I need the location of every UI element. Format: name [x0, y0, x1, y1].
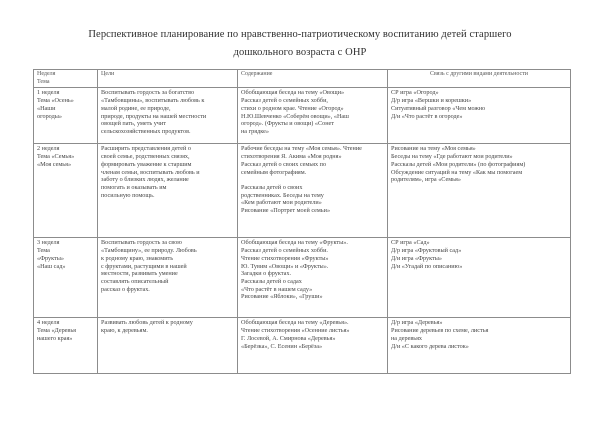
content-cell — [238, 318, 388, 374]
goals-line: сельскохозяйственных продуктов. — [101, 127, 191, 135]
goals-line: местности, развивать умение — [101, 270, 178, 278]
title-line-1: Перспективное планирование по нравственно-патриотическому воспитанию детей старшего — [88, 29, 512, 40]
week-cell — [34, 318, 98, 374]
goals-line: краю, к деревьям. — [101, 327, 148, 335]
content-line: Рассказы детей о своих — [241, 183, 303, 191]
goals-line: с фруктами, растущими в нашей — [101, 262, 187, 270]
week-line: «Моя семья» — [37, 160, 72, 168]
family-line: на деревьях — [391, 334, 423, 342]
week-line: «Наш сад» — [37, 262, 66, 270]
goals-line: Воспитывать гордость за свою — [101, 239, 182, 247]
week-line: «Наши — [37, 104, 56, 112]
family-line: Рисование деревьев по схеме, листья — [391, 327, 489, 335]
goals-line: своей семье, родственных связях, — [101, 153, 190, 161]
header-family: Связь с другими видами деятельности — [388, 70, 571, 88]
family-line: Д/р игра «Фруктовый сад» — [391, 247, 462, 255]
family-line: Д/и «Угадай по описанию» — [391, 262, 463, 270]
family-line: Д/р игра «Вершки и корешки» — [391, 97, 472, 105]
goals-line: «Тамбовщины», воспитывать любовь к — [101, 97, 205, 105]
content-line: «Кем работают мои родители» — [241, 199, 322, 207]
family-line: родителям», игра «Семья» — [391, 176, 461, 184]
week-line: Тема «Деревья — [37, 327, 77, 335]
content-line: Ю. Тувим «Овощи» и «Фрукты». — [241, 262, 329, 270]
family-line: Д/и «Что растёт в огороде» — [391, 112, 463, 120]
week-line: огороды» — [37, 112, 62, 120]
goals-line: заботу о близких людях, желание — [101, 176, 189, 184]
table-row — [34, 318, 571, 374]
goals-cell — [98, 238, 238, 318]
title-line-2: дошкольного возраста с ОНР — [233, 47, 367, 58]
content-line: Рассказ детей о семейных хобби. — [241, 247, 328, 255]
week-cell — [34, 144, 98, 238]
week-cell — [34, 88, 98, 144]
goals-line: посильную помощь. — [101, 191, 155, 199]
goals-line: «Тамбовщину», ее природу. Любовь — [101, 247, 197, 255]
family-cell — [388, 318, 571, 374]
family-line: Беседы на тему «Где работают мои родители» — [391, 153, 513, 161]
content-line: Рисование «Портрет моей семьи» — [241, 207, 331, 215]
week-line: «Фрукты» — [37, 254, 64, 262]
table-header-row — [34, 70, 571, 88]
content-line: Н.Ю.Шевченко «Соберём овощи», «Наш — [241, 112, 349, 120]
planning-table — [33, 69, 571, 374]
document-title — [40, 26, 560, 62]
week-line: Тема «Осень» — [37, 97, 74, 105]
goals-line: малой родине, ее природе, — [101, 104, 171, 112]
goals-line: формировать уважение к старшим — [101, 160, 192, 168]
content-line: Чтение стихотворения «Осенние листья» — [241, 327, 350, 335]
content-line: Чтение стихотворения «Фрукты» — [241, 254, 329, 262]
content-line: родственниках. Беседы на тему — [241, 191, 324, 199]
family-cell — [388, 238, 571, 318]
goals-line: составлять описательный — [101, 277, 169, 285]
goals-line: овощей пать, уметь учит — [101, 120, 166, 128]
week-line: 4 неделя — [37, 319, 60, 327]
goals-cell — [98, 144, 238, 238]
table-row — [34, 144, 571, 238]
content-line: Рабочие беседы на тему «Моя семья». Чтение — [241, 145, 362, 153]
content-line: Обобщающая беседа на тему «Деревья». — [241, 319, 349, 327]
content-line: семейным фотографиям. — [241, 168, 307, 176]
week-line: Тема «Семья» — [37, 153, 75, 161]
content-line — [241, 176, 384, 184]
content-line: Г. Лосевой, А. Смирнова «Деревья» — [241, 334, 336, 342]
family-cell — [388, 88, 571, 144]
goals-line: Развивать любовь детей к родному — [101, 319, 193, 327]
goals-line: членам семьи, воспитывать любовь и — [101, 168, 200, 176]
goals-line: Расширить представления детей о — [101, 145, 191, 153]
goals-cell — [98, 88, 238, 144]
week-line: 3 неделя — [37, 239, 60, 247]
week-line: Тема — [37, 247, 50, 255]
goals-line: к родному краю, знакомить — [101, 254, 174, 262]
content-line: Рассказ детей о семейных хобби, — [241, 97, 328, 105]
family-line: СР игра «Огород» — [391, 89, 439, 97]
content-line: Рисование «Яблоки», «Груши» — [241, 293, 323, 301]
week-cell — [34, 238, 98, 318]
content-cell — [238, 144, 388, 238]
family-line: Ситуативный разговор «Чем можно — [391, 104, 486, 112]
content-line: Рассказы детей о садах — [241, 277, 302, 285]
family-line: Д/р игра «Деревья» — [391, 319, 443, 327]
goals-line: Воспитывать гордость за богатство — [101, 89, 195, 97]
header-content: Содержание — [238, 70, 388, 88]
family-line: Д/и игра «Фрукты» — [391, 254, 443, 262]
header-week-theme: Неделя Тема — [34, 70, 98, 88]
content-line: Рассказ детей о своих семьях по — [241, 160, 327, 168]
week-line: 1 неделя — [37, 89, 60, 97]
content-line: стихотворения Я. Акима «Моя родня» — [241, 153, 342, 161]
family-line: Обсуждение ситуаций на тему «Как мы помогаем — [391, 168, 523, 176]
content-cell — [238, 238, 388, 318]
content-line: Обобщающая беседа на тему «Фрукты». — [241, 239, 348, 247]
goals-line: рассказ о фруктах. — [101, 285, 150, 293]
header-goals: Цели — [98, 70, 238, 88]
week-line: 2 неделя — [37, 145, 60, 153]
content-line: Обобщающая беседа на тему «Овощи» — [241, 89, 345, 97]
table-row — [34, 238, 571, 318]
content-line: Загадки о фруктах. — [241, 270, 291, 278]
content-line: стихи о родном крае. Чтение «Огород» — [241, 104, 344, 112]
content-line: огород». (Фрукты и овощи) «Сонет — [241, 120, 334, 128]
goals-line: помогать и оказывать им — [101, 183, 167, 191]
goals-line: природе, продукты на нашей местности — [101, 112, 207, 120]
family-line: Рассказы детей «Мои родители» (по фотографиям) — [391, 160, 526, 168]
content-line: на грядке» — [241, 127, 269, 135]
table-row — [34, 88, 571, 144]
week-line: нашего края» — [37, 334, 73, 342]
content-line: «Берёзка», С. Есенин «Берёза» — [241, 342, 323, 350]
family-line: СР игра «Сад» — [391, 239, 430, 247]
content-cell — [238, 88, 388, 144]
goals-cell — [98, 318, 238, 374]
family-line: Рисование на тему «Моя семья» — [391, 145, 476, 153]
content-line: «Что растёт в нашем саду» — [241, 285, 313, 293]
family-cell — [388, 144, 571, 238]
family-line: Д/и «С какого дерева листок» — [391, 342, 469, 350]
